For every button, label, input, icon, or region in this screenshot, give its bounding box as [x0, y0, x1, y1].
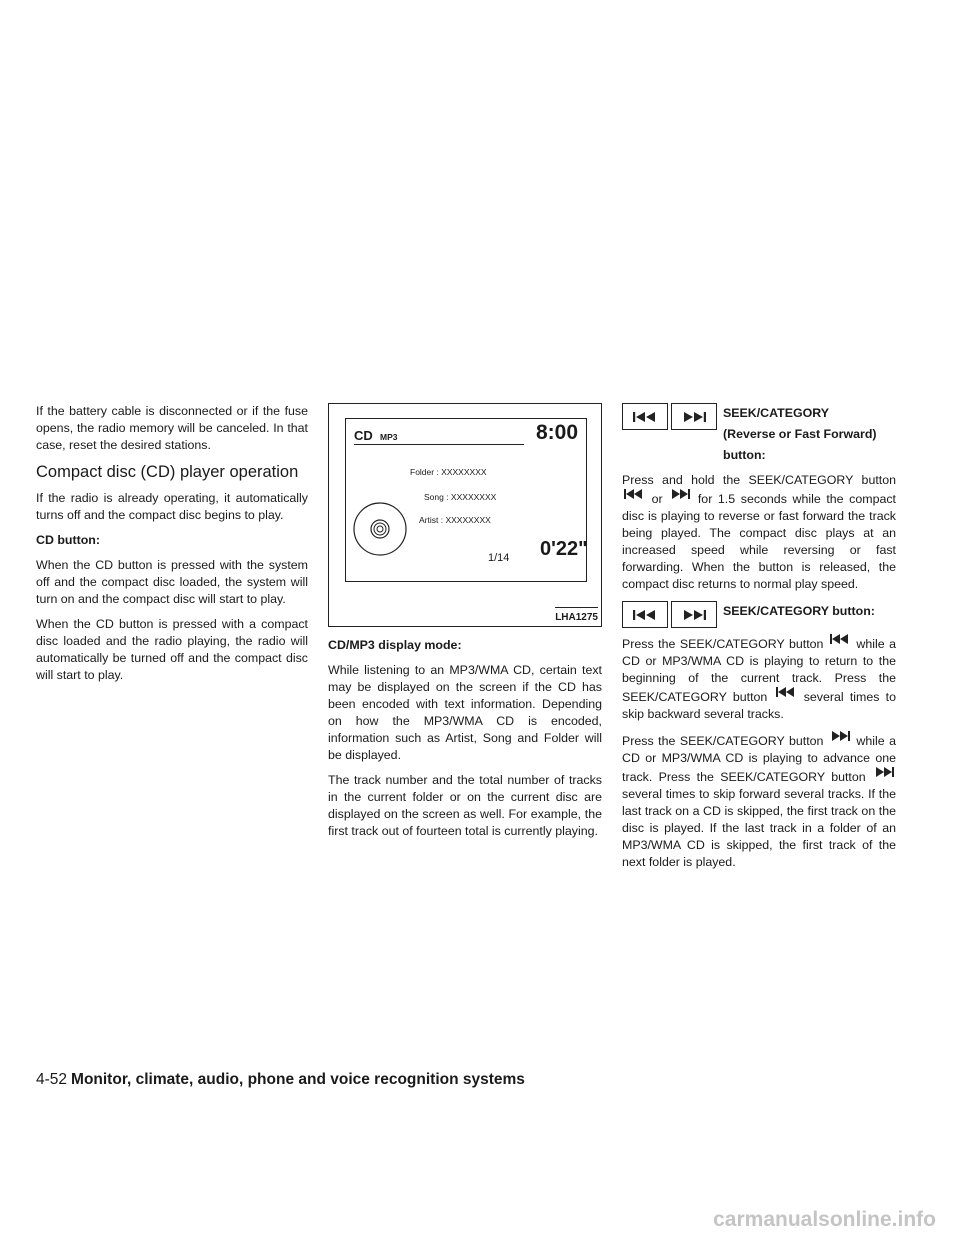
- screen-song: Song : XXXXXXXX: [424, 492, 497, 502]
- display-screen: [345, 418, 587, 582]
- cd-display-figure: [328, 403, 602, 627]
- seek-forward-button: [671, 601, 717, 628]
- seek-hold-paragraph: [622, 472, 896, 593]
- seek-reverse-forward-header: [622, 403, 896, 466]
- skip-back-icon: [622, 489, 646, 499]
- seek-back-paragraph: [622, 634, 896, 723]
- display-mode-paragraph-1: While listening to an MP3/WMA CD, certain text may be displayed on the screen if the CD has been encoded with text information. Depending on how the MP3/WMA CD is encoded, information such as Artist, Song and Folder will be displayed.: [328, 663, 602, 762]
- display-mode-paragraph-2: The track number and the total number of tracks in the current folder or on the current disc are displayed on the screen as well. For example, the first track out of fourteen total is currently playing.: [328, 773, 602, 838]
- seek-button-header: [622, 601, 896, 628]
- screen-cd-label: CD: [354, 428, 373, 443]
- screen-clock: 8:00: [535, 421, 578, 444]
- screen-track-number: 1/14: [488, 552, 510, 564]
- skip-forward-icon: [668, 489, 692, 499]
- seek-back-text-a: Press the SEEK/CATEGORY button: [622, 637, 824, 651]
- screen-header-line: [354, 444, 524, 445]
- seek-hold-or: or: [651, 492, 663, 506]
- seek-back-text-b: while a CD or MP3/WMA CD is playing to return to the beginning of the current track. Press the SEEK/CATEGORY button: [622, 637, 897, 704]
- cd-button-paragraph-2: When the CD button is pressed with a compact disc loaded and the radio playing, the radio will automatically be turned off and the compact disc will start to play.: [36, 617, 308, 682]
- skip-back-icon: [828, 634, 852, 644]
- column-middle: [328, 403, 602, 848]
- seek-hold-text-a: Press and hold the SEEK/CATEGORY button: [622, 473, 896, 487]
- chapter-title: Monitor, climate, audio, phone and voice recognition systems: [71, 1071, 525, 1088]
- watermark: carmanualsonline.info: [713, 1208, 936, 1231]
- skip-forward-icon: [680, 609, 708, 621]
- skip-back-icon: [774, 687, 798, 697]
- seek-back-text-c: several times to skip backward several tracks.: [622, 690, 896, 721]
- screen-play-time: 0'22": [540, 538, 588, 560]
- seek-back-button: [622, 601, 668, 628]
- screen-artist: Artist : XXXXXXXX: [419, 515, 491, 525]
- seek-label-line-3: button:: [723, 448, 766, 462]
- seek-forward-paragraph: [622, 731, 896, 871]
- page-number: 4-52: [36, 1071, 68, 1088]
- page-footer: [36, 1071, 525, 1089]
- screen-mp3-label: MP3: [380, 432, 398, 442]
- seek-forward-text-b: while a CD or MP3/WMA CD is playing to advance one track. Press the SEEK/CATEGORY button: [622, 734, 897, 784]
- skip-forward-icon: [828, 731, 852, 741]
- skip-back-icon: [631, 609, 659, 621]
- seek-forward-text-a: Press the SEEK/CATEGORY button: [622, 734, 824, 748]
- cd-button-heading: CD button:: [36, 533, 100, 547]
- column-left: [36, 403, 308, 692]
- seek-label-line-1: SEEK/CATEGORY: [723, 406, 830, 420]
- figure-label: LHA1275: [555, 607, 598, 626]
- seek-forward-text-c: several times to skip forward several tracks. If the last track on a CD is skipped, the first track on the disc is played. If the last track in a folder of an MP3/WMA CD is skipped, the first track of the next folder is played.: [622, 787, 896, 869]
- display-mode-heading: CD/MP3 display mode:: [328, 638, 462, 652]
- seek-back-button: [622, 403, 668, 430]
- seek-button-label: SEEK/CATEGORY button:: [723, 604, 875, 618]
- seek-hold-text-b: for 1.5 seconds while the compact disc is playing to reverse or fast forward the track being played. The compact disc plays at an increased speed while reversing or fast forwarding. When the button is released, the compact disc returns to normal play speed.: [622, 492, 896, 591]
- screen-folder: Folder : XXXXXXXX: [410, 467, 487, 477]
- disc-icon: [352, 501, 408, 557]
- intro-paragraph: If the battery cable is disconnected or if the fuse opens, the radio memory will be canceled. In that case, reset the desired stations.: [36, 404, 308, 452]
- cd-button-paragraph-1: When the CD button is pressed with the system off and the compact disc loaded, the system will turn on and the compact disc will start to play.: [36, 558, 308, 606]
- seek-reverse-forward-label: [723, 403, 877, 466]
- section-heading: Compact disc (CD) player operation: [36, 463, 299, 481]
- skip-back-icon: [631, 411, 659, 423]
- seek-forward-button: [671, 403, 717, 430]
- skip-forward-icon: [872, 767, 896, 777]
- seek-label-line-2: (Reverse or Fast Forward): [723, 427, 877, 441]
- column-right: [622, 403, 896, 879]
- cd-intro-paragraph: If the radio is already operating, it automatically turns off and the compact disc begins to play.: [36, 491, 308, 522]
- skip-forward-icon: [680, 411, 708, 423]
